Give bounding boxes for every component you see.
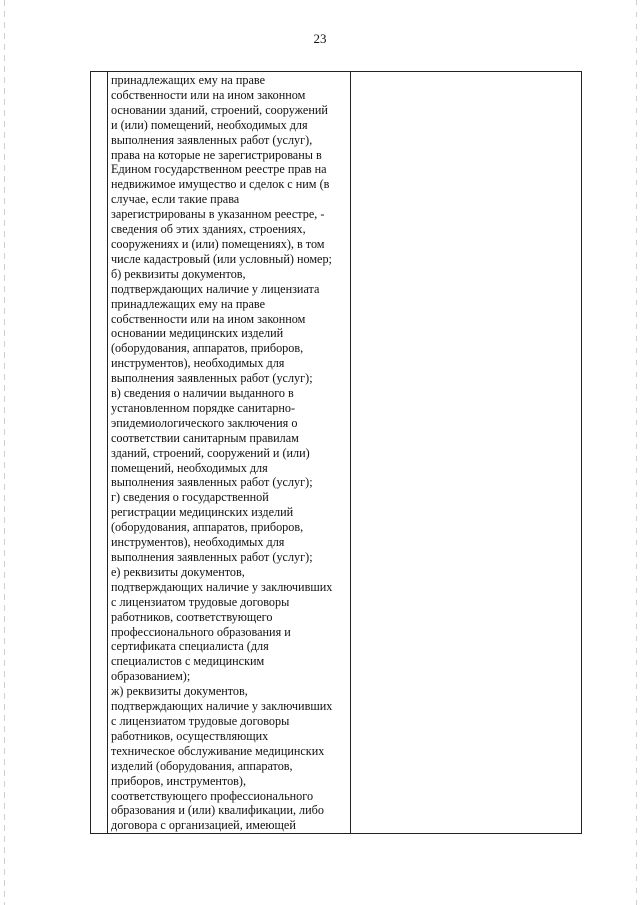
table-row: [91, 72, 582, 834]
text-line: случае, если такие права: [111, 192, 240, 207]
text-line: подтверждающих наличие у лицензиата: [111, 281, 320, 296]
text-line: принадлежащих ему на праве: [111, 296, 265, 311]
text-line: е) реквизиты документов,: [111, 564, 245, 579]
text-line: работников, осуществляющих: [111, 728, 269, 743]
text-line: собственности или на ином законном: [111, 311, 306, 326]
text-line: специалистов с медицинским: [111, 654, 265, 669]
text-line: соответствующего профессионального: [111, 788, 314, 803]
requirements-text: [108, 72, 350, 833]
text-line: и (или) помещений, необходимых для: [111, 117, 308, 132]
text-line: работников, соответствующего: [111, 609, 273, 624]
text-line: приборов, инструментов),: [111, 773, 247, 788]
text-line: выполнения заявленных работ (услуг),: [111, 132, 313, 147]
text-line: с лицензиатом трудовые договоры: [111, 713, 290, 728]
text-line: зарегистрированы в указанном реестре, -: [111, 207, 325, 222]
text-line: с лицензиатом трудовые договоры: [111, 594, 290, 609]
text-line: техническое обслуживание медицинских: [111, 743, 325, 758]
text-line: подтверждающих наличие у заключивших: [111, 699, 333, 714]
text-line: установленном порядке санитарно-: [111, 400, 296, 415]
text-line: числе кадастровый (или условный) номер;: [111, 251, 332, 266]
text-line: (оборудования, аппаратов, приборов,: [111, 341, 304, 356]
document-table: [90, 71, 582, 834]
requirements-text-cell: [108, 72, 351, 834]
text-line: образования и (или) квалификации, либо: [111, 803, 324, 818]
text-line: основании медицинских изделий: [111, 326, 284, 341]
scan-edge-left: [4, 0, 5, 905]
row-number-cell: [91, 72, 108, 834]
page-number: 23: [313, 31, 327, 46]
text-line: б) реквизиты документов,: [111, 266, 246, 281]
text-line: договора с организацией, имеющей: [111, 818, 296, 833]
text-line: инструментов), необходимых для: [111, 535, 285, 550]
text-line: изделий (оборудования, аппаратов,: [111, 758, 293, 773]
text-line: недвижимое имущество и сделок с ним (в: [111, 177, 330, 192]
text-line: профессионального образования и: [111, 624, 291, 639]
info-cell: [351, 72, 582, 834]
text-line: выполнения заявленных работ (услуг);: [111, 371, 313, 386]
text-line: соответствии санитарным правилам: [111, 430, 299, 445]
text-line: сведения об этих зданиях, строениях,: [111, 222, 306, 237]
text-line: инструментов), необходимых для: [111, 356, 285, 371]
text-line: образованием);: [111, 669, 191, 684]
text-line: выполнения заявленных работ (услуг);: [111, 550, 313, 564]
text-line: помещений, необходимых для: [111, 460, 268, 475]
text-line: права на которые не зарегистрированы в: [111, 147, 322, 162]
text-line: Едином государственном реестре прав на: [111, 162, 327, 177]
text-line: г) сведения о государственной: [111, 490, 269, 505]
text-line: регистрации медицинских изделий: [111, 505, 294, 520]
text-line: (оборудования, аппаратов, приборов,: [111, 520, 304, 535]
text-line: собственности или на ином законном: [111, 87, 306, 102]
text-line: принадлежащих ему на праве: [111, 73, 265, 87]
text-line: сертификата специалиста (для: [111, 639, 269, 654]
text-line: в) сведения о наличии выданного в: [111, 386, 294, 401]
text-line: подтверждающих наличие у заключивших: [111, 579, 333, 594]
text-line: зданий, строений, сооружений и (или): [111, 445, 310, 460]
text-line: сооружениях и (или) помещениях), в том: [111, 236, 325, 251]
text-line: ж) реквизиты документов,: [111, 684, 248, 699]
text-line: выполнения заявленных работ (услуг);: [111, 475, 313, 490]
scan-edge-right: [636, 0, 637, 905]
text-line: основании зданий, строений, сооружений: [111, 102, 328, 117]
text-line: эпидемиологического заключения о: [111, 415, 298, 430]
